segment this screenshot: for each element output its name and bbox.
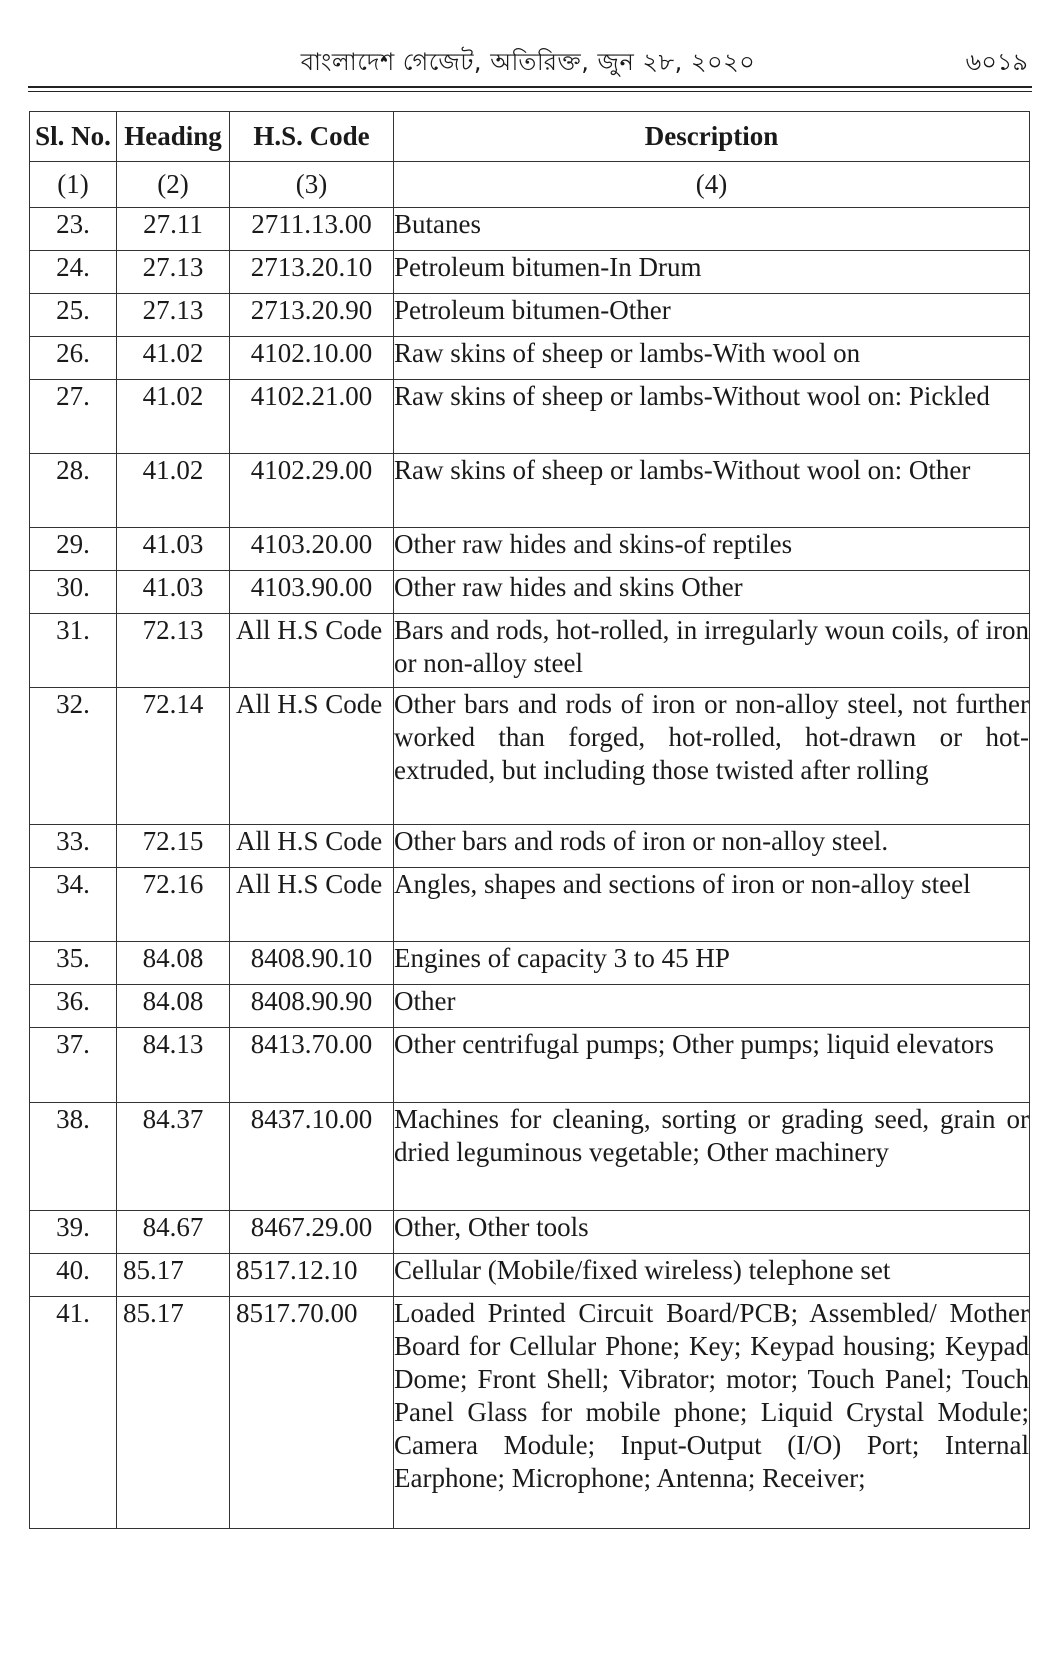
description-cell: Petroleum bitumen-In Drum bbox=[394, 251, 1030, 294]
description-cell: Other raw hides and skins-of reptiles bbox=[394, 528, 1030, 571]
table-row bbox=[30, 380, 1030, 454]
heading-cell: 85.17 bbox=[117, 1297, 230, 1529]
sl-no-cell: 25. bbox=[30, 294, 117, 337]
table-row bbox=[30, 337, 1030, 380]
heading-cell: 84.37 bbox=[117, 1103, 230, 1211]
sl-no-cell: 33. bbox=[30, 825, 117, 868]
hs-code-cell: 8517.12.10 bbox=[230, 1254, 394, 1297]
column-header-sl-no: Sl. No. bbox=[30, 112, 117, 162]
sl-no-cell: 31. bbox=[30, 614, 117, 688]
schedule-table bbox=[29, 111, 1030, 1529]
description-cell: Cellular (Mobile/fixed wireless) telephone set bbox=[394, 1254, 1030, 1297]
table-row bbox=[30, 868, 1030, 942]
hs-code-cell: 4102.10.00 bbox=[230, 337, 394, 380]
heading-cell: 84.08 bbox=[117, 942, 230, 985]
column-header-heading: Heading bbox=[117, 112, 230, 162]
table-row bbox=[30, 528, 1030, 571]
heading-cell: 41.03 bbox=[117, 571, 230, 614]
column-number-row bbox=[30, 162, 1030, 208]
heading-cell: 72.13 bbox=[117, 614, 230, 688]
table-row bbox=[30, 454, 1030, 528]
description-cell: Other centrifugal pumps; Other pumps; liquid elevators bbox=[394, 1028, 1030, 1103]
hs-code-cell: 4102.29.00 bbox=[230, 454, 394, 528]
column-header-description: Description bbox=[394, 112, 1030, 162]
description-cell: Petroleum bitumen-Other bbox=[394, 294, 1030, 337]
table-row bbox=[30, 1211, 1030, 1254]
sl-no-cell: 24. bbox=[30, 251, 117, 294]
sl-no-cell: 36. bbox=[30, 985, 117, 1028]
heading-cell: 41.02 bbox=[117, 380, 230, 454]
table-row bbox=[30, 1028, 1030, 1103]
hs-code-cell: 8408.90.90 bbox=[230, 985, 394, 1028]
description-cell: Angles, shapes and sections of iron or non-alloy steel bbox=[394, 868, 1030, 942]
sl-no-cell: 38. bbox=[30, 1103, 117, 1211]
description-cell: Butanes bbox=[394, 208, 1030, 251]
hs-code-cell: All H.S Code bbox=[230, 688, 394, 825]
description-cell: Other raw hides and skins Other bbox=[394, 571, 1030, 614]
sl-no-cell: 28. bbox=[30, 454, 117, 528]
description-cell: Other bbox=[394, 985, 1030, 1028]
heading-cell: 84.67 bbox=[117, 1211, 230, 1254]
page-number: ৬০১৯ bbox=[965, 48, 1028, 76]
sl-no-cell: 37. bbox=[30, 1028, 117, 1103]
description-cell: Machines for cleaning, sorting or grading seed, grain or dried leguminous vegetable; Other machinery bbox=[394, 1103, 1030, 1211]
sl-no-cell: 41. bbox=[30, 1297, 117, 1529]
sl-no-cell: 23. bbox=[30, 208, 117, 251]
heading-cell: 72.14 bbox=[117, 688, 230, 825]
description-cell: Loaded Printed Circuit Board/PCB; Assembled/ Mother Board for Cellular Phone; Key; Keypad housing; Keypad Dome; Front Shell; Vibrator; motor; Touch Panel; Touch Panel Glass for mobile phone; Liquid Crystal Module; Camera Module; Input-Output (I/O) Port; Internal Earphone; Microphone; Antenna; Receiver; bbox=[394, 1297, 1030, 1529]
sl-no-cell: 39. bbox=[30, 1211, 117, 1254]
description-cell: Other bars and rods of iron or non-alloy steel. bbox=[394, 825, 1030, 868]
page-header bbox=[28, 36, 1028, 80]
header-rule-thin bbox=[28, 91, 1032, 92]
hs-code-cell: 8517.70.00 bbox=[230, 1297, 394, 1529]
description-cell: Other bars and rods of iron or non-alloy steel, not further worked than forged, hot-rolled, hot-drawn or hot-extruded, but including those twisted after rolling bbox=[394, 688, 1030, 825]
hs-code-cell: 8467.29.00 bbox=[230, 1211, 394, 1254]
description-cell: Engines of capacity 3 to 45 HP bbox=[394, 942, 1030, 985]
table-row bbox=[30, 614, 1030, 688]
table-row bbox=[30, 1103, 1030, 1211]
sl-no-cell: 35. bbox=[30, 942, 117, 985]
hs-code-cell: All H.S Code bbox=[230, 614, 394, 688]
description-cell: Raw skins of sheep or lambs-Without wool on: Pickled bbox=[394, 380, 1030, 454]
heading-cell: 27.13 bbox=[117, 251, 230, 294]
hs-code-cell: All H.S Code bbox=[230, 868, 394, 942]
description-cell: Other, Other tools bbox=[394, 1211, 1030, 1254]
gazette-title: বাংলাদেশ গেজেট, অতিরিক্ত, জুন ২৮, ২০২০ bbox=[300, 48, 756, 76]
hs-code-cell: 8437.10.00 bbox=[230, 1103, 394, 1211]
table-body bbox=[30, 208, 1030, 1529]
sl-no-cell: 34. bbox=[30, 868, 117, 942]
table-row bbox=[30, 1297, 1030, 1529]
sl-no-cell: 26. bbox=[30, 337, 117, 380]
hs-code-cell: 2713.20.90 bbox=[230, 294, 394, 337]
heading-cell: 27.11 bbox=[117, 208, 230, 251]
column-number: (1) bbox=[30, 162, 117, 208]
table-row bbox=[30, 571, 1030, 614]
sl-no-cell: 40. bbox=[30, 1254, 117, 1297]
sl-no-cell: 29. bbox=[30, 528, 117, 571]
column-number: (3) bbox=[230, 162, 394, 208]
table-row bbox=[30, 1254, 1030, 1297]
table-row bbox=[30, 208, 1030, 251]
hs-code-cell: 2713.20.10 bbox=[230, 251, 394, 294]
heading-cell: 72.15 bbox=[117, 825, 230, 868]
heading-cell: 27.13 bbox=[117, 294, 230, 337]
column-number: (4) bbox=[394, 162, 1030, 208]
hs-code-cell: 4102.21.00 bbox=[230, 380, 394, 454]
table-row bbox=[30, 825, 1030, 868]
sl-no-cell: 27. bbox=[30, 380, 117, 454]
hs-code-cell: 8413.70.00 bbox=[230, 1028, 394, 1103]
header-row bbox=[30, 112, 1030, 162]
table-row bbox=[30, 251, 1030, 294]
heading-cell: 41.02 bbox=[117, 454, 230, 528]
heading-cell: 84.08 bbox=[117, 985, 230, 1028]
hs-code-cell: 8408.90.10 bbox=[230, 942, 394, 985]
sl-no-cell: 30. bbox=[30, 571, 117, 614]
heading-cell: 41.02 bbox=[117, 337, 230, 380]
heading-cell: 72.16 bbox=[117, 868, 230, 942]
hs-code-cell: 4103.90.00 bbox=[230, 571, 394, 614]
heading-cell: 85.17 bbox=[117, 1254, 230, 1297]
table-row bbox=[30, 942, 1030, 985]
description-cell: Raw skins of sheep or lambs-Without wool on: Other bbox=[394, 454, 1030, 528]
heading-cell: 84.13 bbox=[117, 1028, 230, 1103]
column-header-hs-code: H.S. Code bbox=[230, 112, 394, 162]
table-row bbox=[30, 294, 1030, 337]
column-number: (2) bbox=[117, 162, 230, 208]
table-row bbox=[30, 985, 1030, 1028]
hs-code-cell: 2711.13.00 bbox=[230, 208, 394, 251]
table-row bbox=[30, 688, 1030, 825]
heading-cell: 41.03 bbox=[117, 528, 230, 571]
hs-code-cell: 4103.20.00 bbox=[230, 528, 394, 571]
hs-code-cell: All H.S Code bbox=[230, 825, 394, 868]
description-cell: Raw skins of sheep or lambs-With wool on bbox=[394, 337, 1030, 380]
header-rule-thick bbox=[28, 86, 1032, 88]
description-cell: Bars and rods, hot-rolled, in irregularly woun coils, of iron or non-alloy steel bbox=[394, 614, 1030, 688]
sl-no-cell: 32. bbox=[30, 688, 117, 825]
